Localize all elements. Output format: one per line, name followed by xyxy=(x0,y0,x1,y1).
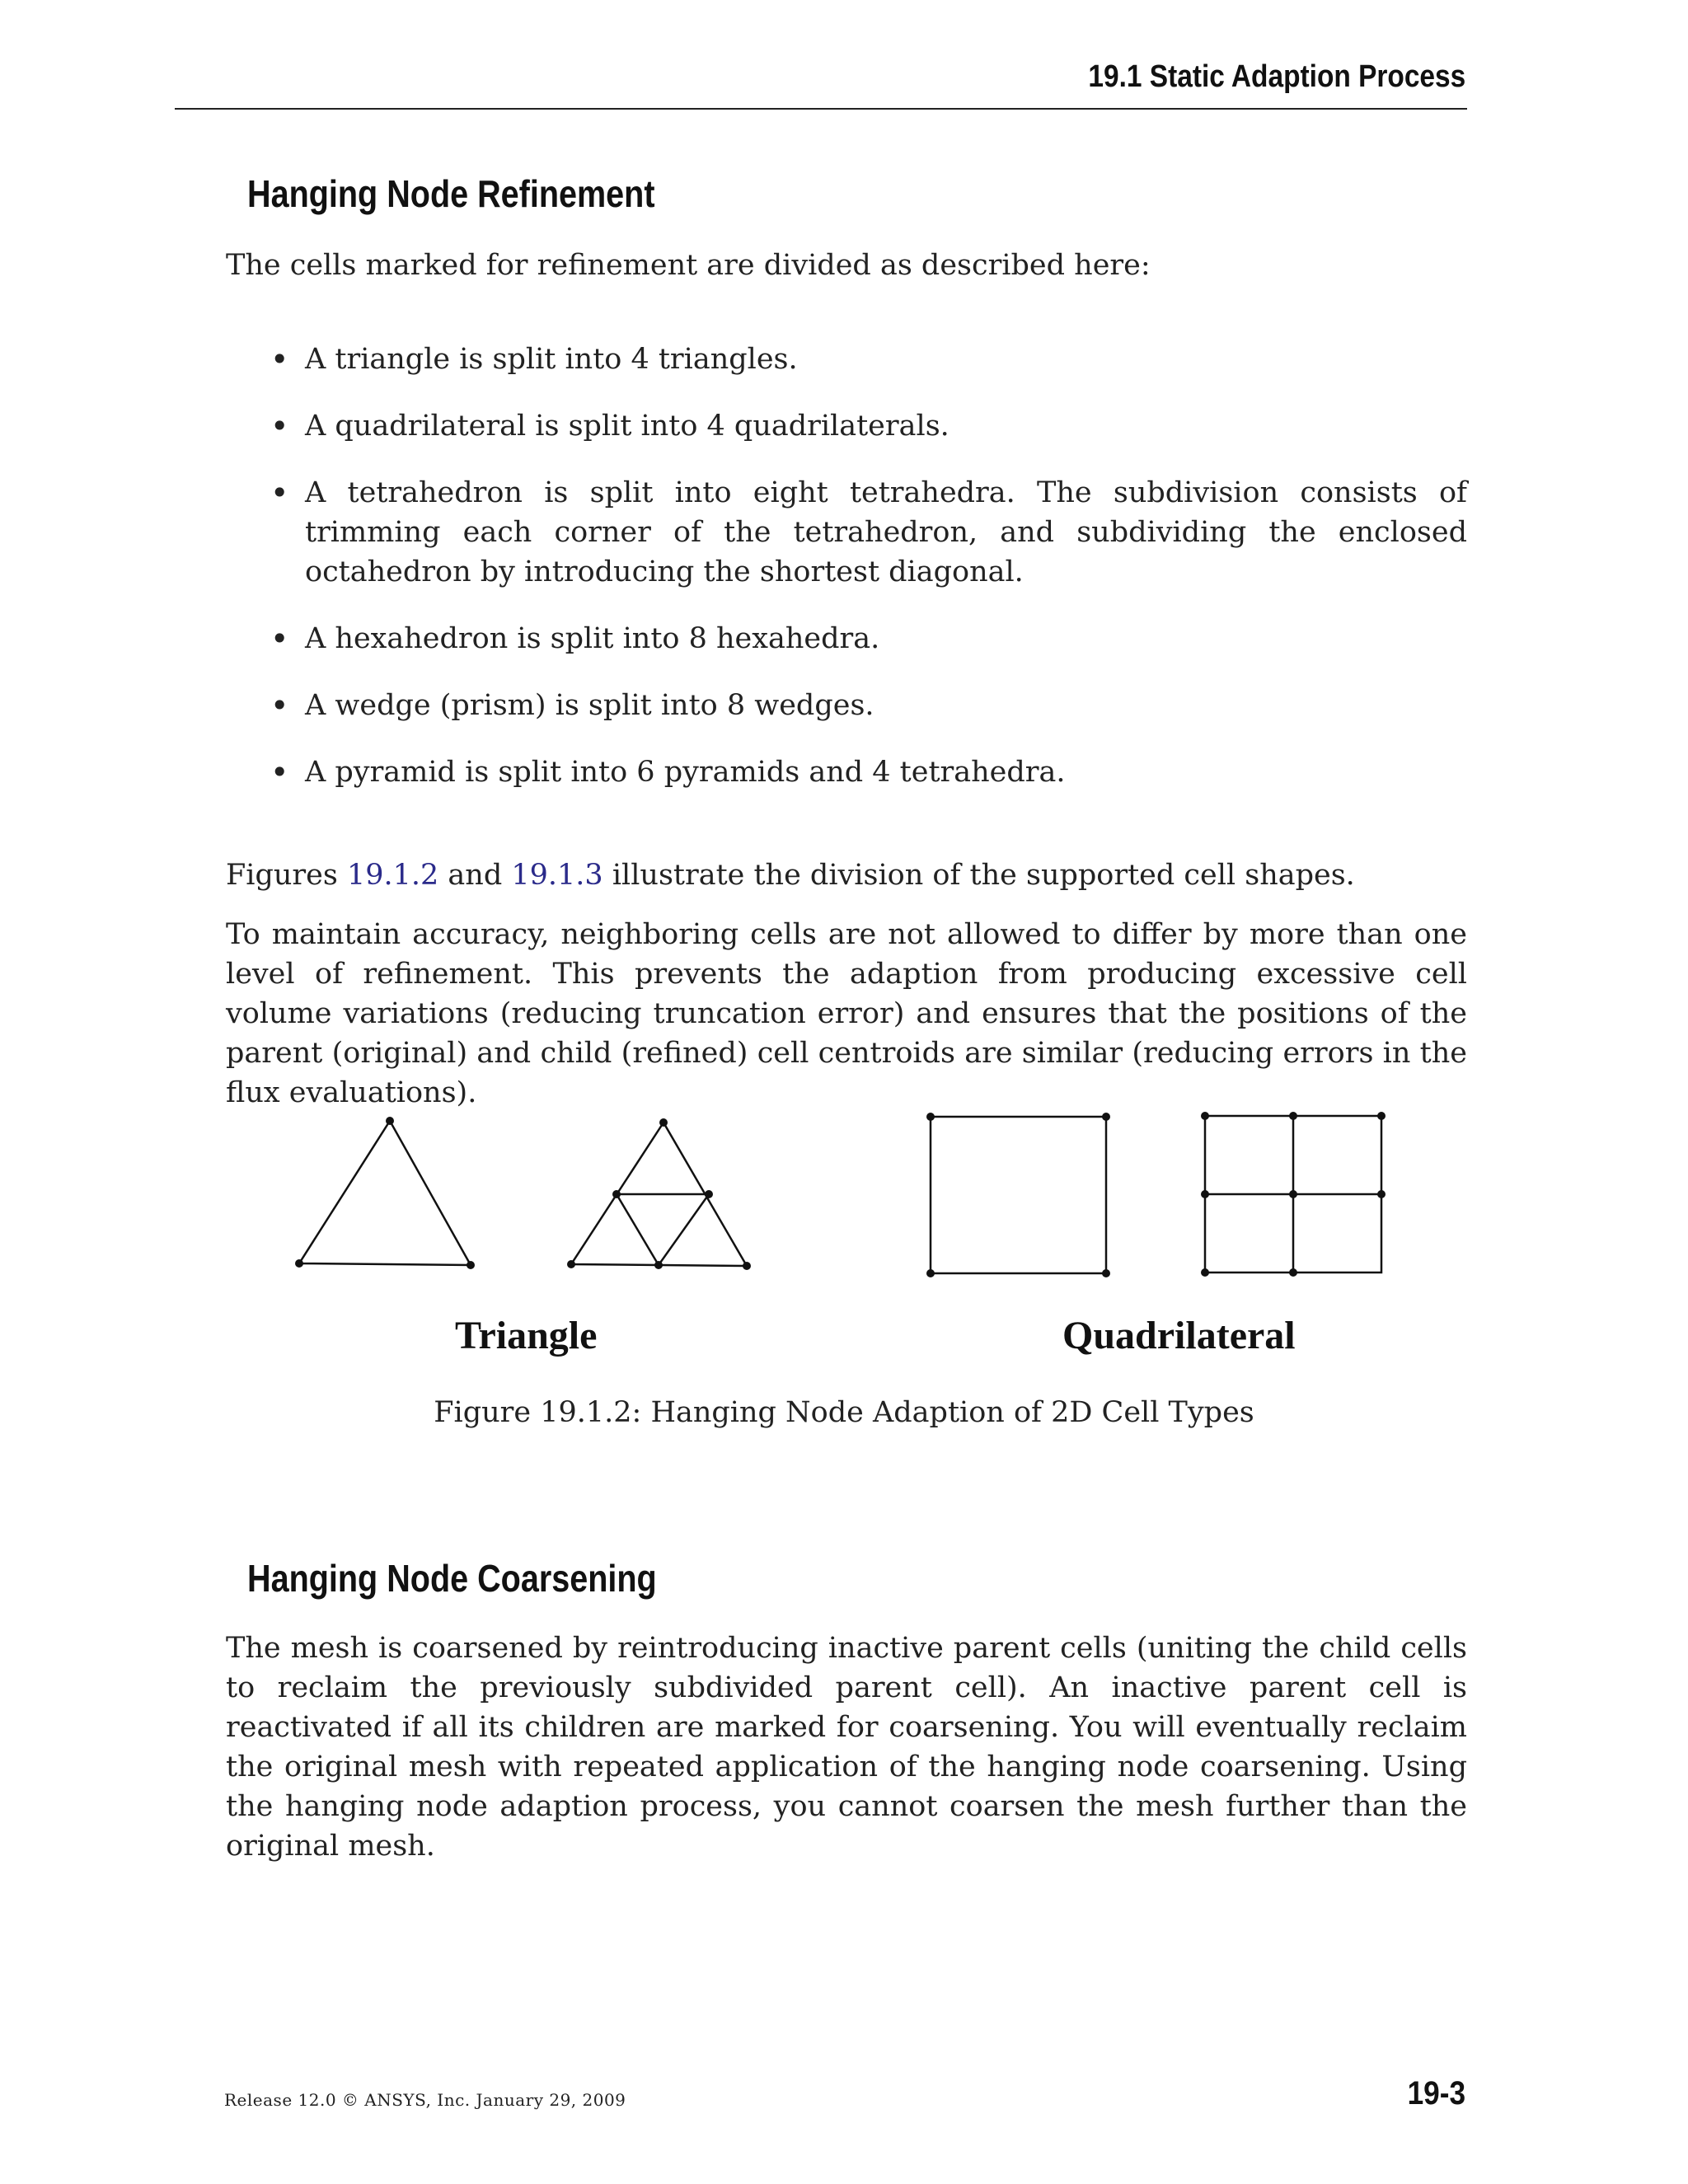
accuracy-paragraph: To maintain accuracy, neighboring cells are not allowed to differ by more than one level of refinement. This prevents the adaption from producing excessive cell volume variations (reducing truncation error) and ensures that the positions of the parent (original) and child (refined) cell centroids are similar (reducing errors in the flux evaluations). xyxy=(226,918,1467,1109)
section-heading-refinement: Hanging Node Refinement xyxy=(247,172,655,215)
figure-label-quadrilateral: Quadrilateral xyxy=(1062,1314,1296,1357)
figure-label-triangle: Triangle xyxy=(455,1314,598,1357)
running-header: 19.1 Static Adaption Process xyxy=(1088,59,1465,94)
figures-reference-paragraph xyxy=(226,855,1467,895)
figure-caption: Figure 19.1.2: Hanging Node Adaption of 2D Cell Types xyxy=(434,1396,1254,1429)
figure-link-19-1-2[interactable]: 19.1.2 xyxy=(346,859,439,892)
figures-prefix: Figures xyxy=(226,859,347,892)
coarsening-paragraph: The mesh is coarsened by reintroducing inactive parent cells (uniting the child cells to reclaim the previously subdivided parent cell). An inactive parent cell is reactivated if all its children are marked for coarsening. You will eventually reclaim the original mesh with repeated application of the hanging node coarsening. Using the hanging node adaption process, you cannot coarsen the mesh further than the original mesh. xyxy=(226,1632,1467,1863)
bullet-item: • A triangle is split into 4 triangles. xyxy=(270,340,1467,379)
quadrilateral-original xyxy=(931,1117,1106,1273)
triangle-refined xyxy=(571,1122,747,1266)
bullet-item: • A pyramid is split into 6 pyramids and 4 tetrahedra. xyxy=(270,752,1467,792)
bullet-item: • A hexahedron is split into 8 hexahedra. xyxy=(270,619,1467,658)
figures-suffix: illustrate the division of the supported cell shapes. xyxy=(603,859,1355,892)
footer-release: Release 12.0 © ANSYS, Inc. January 29, 2009 xyxy=(224,2090,626,2110)
section-heading-coarsening: Hanging Node Coarsening xyxy=(247,1557,657,1600)
triangle-original xyxy=(299,1121,471,1265)
refinement-intro: The cells marked for refinement are divided as described here: xyxy=(226,249,1151,282)
refinement-bullet-list xyxy=(270,340,1467,819)
figures-middle: and xyxy=(438,859,512,892)
bullet-item: • A wedge (prism) is split into 8 wedges. xyxy=(270,686,1467,725)
footer-page-number: 19-3 xyxy=(1407,2075,1465,2111)
bullet-item: • A quadrilateral is split into 4 quadrilaterals. xyxy=(270,406,1467,446)
header-rule xyxy=(175,108,1467,110)
figure-link-19-1-3[interactable]: 19.1.3 xyxy=(511,859,603,892)
bullet-item: • A tetrahedron is split into eight tetrahedra. The subdivision consists of trimming each corner of the tetrahedron, and subdividing the enclosed octahedron by introducing the shortest diagonal. xyxy=(270,473,1467,592)
